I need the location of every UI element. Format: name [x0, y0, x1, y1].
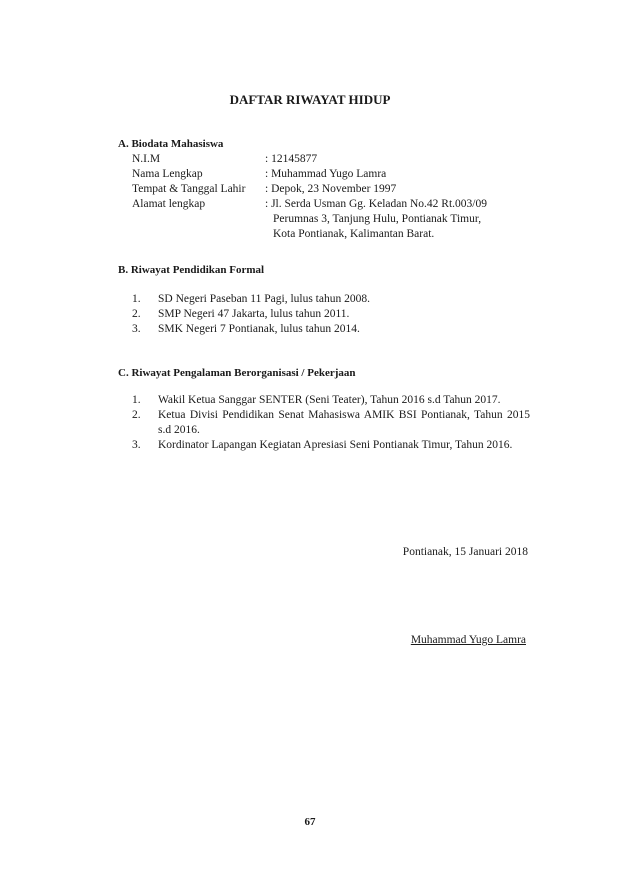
list-item — [132, 307, 530, 322]
signature-block — [300, 633, 526, 648]
list-text: SMK Negeri 7 Pontianak, lulus tahun 2014. — [158, 323, 360, 335]
biodata-label: Tempat & Tanggal Lahir — [132, 183, 246, 195]
list-number: 2. — [132, 308, 141, 320]
list-item — [132, 408, 530, 438]
section-b-heading: B. Riwayat Pendidikan Formal — [118, 264, 265, 276]
section-a-heading: A. Biodata Mahasiswa — [118, 138, 224, 150]
biodata-value: : Jl. Serda Usman Gg. Keladan No.42 Rt.003/09 — [265, 198, 487, 210]
list-number: 2. — [132, 409, 141, 421]
biodata-label: Nama Lengkap — [132, 168, 203, 180]
biodata-block — [132, 152, 532, 242]
biodata-label: Alamat lengkap — [132, 198, 206, 210]
biodata-row-address — [132, 197, 532, 212]
document-title: DAFTAR RIWAYAT HIDUP — [229, 92, 391, 107]
signature-name: Muhammad Yugo Lamra — [410, 634, 526, 646]
list-text: SD Negeri Paseban 11 Pagi, lulus tahun 2008. — [158, 293, 370, 305]
education-list — [132, 292, 530, 337]
list-number: 3. — [132, 439, 141, 451]
list-number: 1. — [132, 293, 141, 305]
list-item — [132, 292, 530, 307]
experience-list — [132, 393, 530, 453]
biodata-label: N.I.M — [132, 153, 161, 165]
address-continuation-line: Perumnas 3, Tanjung Hulu, Pontianak Timur, — [273, 213, 482, 225]
list-text: Ketua Divisi Pendidikan Senat Mahasiswa AMIK BSI Pontianak, Tahun 2015 s.d 2016. — [158, 409, 530, 436]
biodata-value: : Muhammad Yugo Lamra — [265, 168, 387, 180]
list-item — [132, 438, 530, 453]
biodata-value: : Depok, 23 November 1997 — [265, 183, 397, 195]
list-number: 1. — [132, 394, 141, 406]
biodata-value: : 12145877 — [265, 153, 318, 165]
list-number: 3. — [132, 323, 141, 335]
list-text: SMP Negeri 47 Jakarta, lulus tahun 2011. — [158, 308, 350, 320]
biodata-row-name — [132, 167, 532, 182]
page-number: 67 — [304, 816, 316, 828]
list-text: Kordinator Lapangan Kegiatan Apresiasi Seni Pontianak Timur, Tahun 2016. — [158, 439, 513, 451]
place-date: Pontianak, 15 Januari 2018 — [402, 546, 528, 558]
list-item — [132, 322, 530, 337]
address-continuation-line: Kota Pontianak, Kalimantan Barat. — [273, 228, 435, 240]
section-c-heading: C. Riwayat Pengalaman Berorganisasi / Pekerjaan — [118, 367, 356, 379]
list-text: Wakil Ketua Sanggar SENTER (Seni Teater), Tahun 2016 s.d Tahun 2017. — [158, 394, 501, 406]
list-item — [132, 393, 530, 408]
biodata-row-birth — [132, 182, 532, 197]
biodata-row-nim — [132, 152, 532, 167]
